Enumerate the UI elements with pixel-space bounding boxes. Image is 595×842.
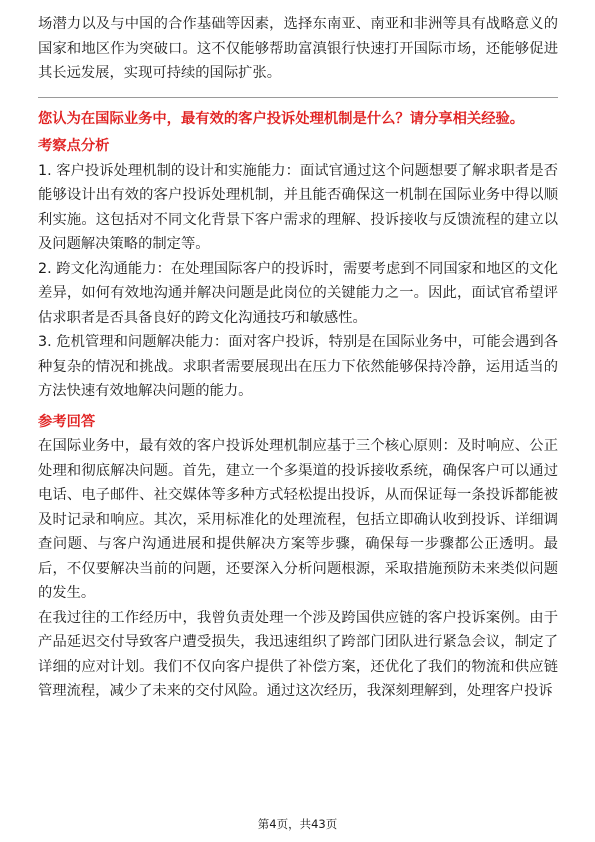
answer-paragraph-1: 在国际业务中，最有效的客户投诉处理机制应基于三个核心原则：及时响应、公正处理和彻底解决问题。首先，建立一个多渠道的投诉接收系统，确保客户可以通过电话、电子邮件、社交媒体等多种方式轻松提出投诉，从而保证每一条投诉都能被及时记录和响应。其次，采用标准化的处理流程，包括立即确认收到投诉、详细调查问题、与客户沟通进展和提供解决方案等步骤，确保每一步骤都公正透明。最后，不仅要解决当前的问题，还要深入分析问题根源，采取措施预防未来类似问题的发生。	[38, 438, 558, 601]
interview-question: 您认为在国际业务中，最有效的客户投诉处理机制是什么？请分享相关经验。	[38, 110, 525, 127]
intro-paragraph: 场潜力以及与中国的合作基础等因素，选择东南亚、南亚和非洲等具有战略意义的国家和地区作为突破口。这不仅能够帮助富滇银行快速打开国际市场，还能够促进其长远发展，实现可持续的国际扩张。	[38, 16, 558, 81]
analysis-heading: 考察点分析	[38, 138, 110, 154]
analysis-point-2: 2. 跨文化沟通能力：在处理国际客户的投诉时，需要考虑到不同国家和地区的文化差异，如何有效地沟通并解决问题是此岗位的关键能力之一。因此，面试官希望评估求职者是否具备良好的跨文化沟通技巧和敏感性。	[38, 260, 558, 326]
section-divider	[38, 97, 558, 98]
answer-paragraph-2: 在我过往的工作经历中，我曾负责处理一个涉及跨国供应链的客户投诉案例。由于产品延迟交付导致客户遭受损失，我迅速组织了跨部门团队进行紧急会议，制定了详细的应对计划。我们不仅向客户提供了补偿方案，还优化了我们的物流和供应链管理流程，减少了未来的交付风险。通过这次经历，我深刻理解到，处理客户投诉	[38, 609, 558, 699]
analysis-point-1: 1. 客户投诉处理机制的设计和实施能力：面试官通过这个问题想要了解求职者是否能够设计出有效的客户投诉处理机制，并且能否确保这一机制在国际业务中得以顺利实施。这包括对不同文化背景下客户需求的理解、投诉接收与反馈流程的建立以及问题解决策略的制定等。	[38, 162, 558, 252]
page-number-footer: 第4页，共43页	[257, 817, 338, 831]
analysis-point-3: 3. 危机管理和问题解决能力：面对客户投诉，特别是在国际业务中，可能会遇到各种复杂的情况和挑战。求职者需要展现出在压力下依然能够保持冷静，运用适当的方法快速有效地解决问题的能力。	[38, 334, 558, 399]
document-page	[38, 12, 558, 704]
answer-heading: 参考回答	[38, 413, 96, 430]
